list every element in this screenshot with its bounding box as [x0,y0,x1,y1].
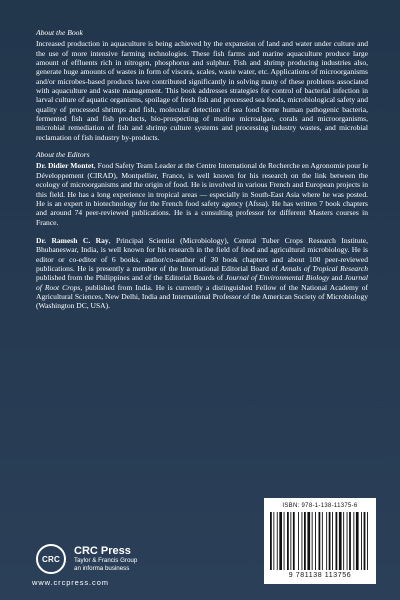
barcode-digits: 9 781138 113756 [288,572,352,579]
journal-root-crops: Journal of Root Crops [36,273,369,292]
barcode-bar [284,512,285,570]
editor2-bio-part4: , published from India. He is currently a distinguished Fellow of the National Academy of Agricultural Sciences, New Delhi, India and International Professor of the American Society of Microbiology (Washington DC, USA). [36,282,368,311]
barcode-bar [367,512,368,570]
barcode-bar [302,512,303,570]
barcode-bar [312,512,313,570]
barcode-bar [304,512,306,570]
barcode-bar [336,512,338,570]
about-book-heading: About the Book [36,28,83,37]
barcode-bar [339,512,342,570]
logo-mark: CRC [42,554,60,564]
publisher-logo [32,540,182,586]
barcode-bar [273,512,274,570]
barcode-bar [326,512,327,570]
barcode-bar [356,512,359,570]
publisher-text [74,545,137,572]
publisher-tagline: an informa business [74,564,130,572]
cover-text [36,28,368,311]
barcode-bar [332,512,333,570]
barcode-bar [364,512,366,570]
barcode-bar [279,512,282,570]
journal-env-biology: Journal of Environmental Biology [225,273,330,283]
publisher-name: CRC Press [74,545,131,557]
editor2-bio-part2: published from the Philippines and of the Editorial Boards of [36,273,226,283]
barcode-bar [343,512,344,570]
barcode-bar [270,512,272,570]
barcode-bar [329,512,331,570]
barcode-bar [322,512,323,570]
about-editors-heading: About the Editors [36,150,90,160]
about-book-body: Increased production in aquaculture is being achieved by the expansion of land and water under culture and the use of more intensive farming technologies. These fish farms and marine aquaculture produce large amount of effluents rich in nitrogen, phosphorus and sulphur. Fish and shrimp producing industries also, generate huge amounts of wastes in form of viscera, scales, waste water, etc. Applications of microorganisms and/or microbes-based products have contributed significantly in solving many of these problems associated with aquaculture and waste management. This book addresses strategies for control of bacterial infection in larval culture of aquatic organisms, spoilage of fresh fish and processed sea foods, microbiological safety and quality of processed shrimps and fish, molecular detection of sea food borne human pathogenic bacteria, fermented fish and fish products, bio-prospecting of marine microalgae, corals and microorganisms, microbial remediation of fish and shrimp culture systems and processing industry wastes, and microbial reclamation of fish industry by-products. [36,39,368,142]
crc-logo-icon [36,544,66,574]
barcode-bar [277,512,278,570]
barcode-bar [290,512,291,570]
barcode-bar [353,512,354,570]
barcode-bar [361,512,362,570]
isbn-label: ISBN: 978-1-138-11375-6 [282,503,358,509]
editor1-bio-paragraph [36,161,368,226]
barcode-bar [307,512,310,570]
barcode-bar [287,512,289,570]
editor1-name: Dr. Didier Montet [36,161,94,171]
editor2-bio-paragraph [36,236,368,311]
barcode-bar [319,512,321,570]
barcode-bar [347,512,348,570]
editor2-bio-part3: and [329,273,345,283]
editor2-bio-part1: , Principal Scientist (Microbiology), Central Tuber Crops Research Institute, Bhubaneswar, India, is well known for his research in the field of food and agricultural microbiology. He is editor or co-editor of 6 books, author/co-author of 30 book chapters and about 100 peer-reviewed publications. He is presently a member of the International Editorial Board of [36,235,368,273]
publisher-url: www.crcpress.com [32,578,109,587]
journal-annals: Annals of Tropical Research [280,263,368,273]
barcode-bar [298,512,299,570]
editor1-bio: , Food Safety Team Leader at the Centre International de Recherche en Agronomie pour le Développement (CIRAD), Montpellier, France, is well known for his research on the link between the ecology of microorganisms and the origin of food. He is involved in various French and European projects in this field. He has a long experience in tropical areas — especially in South-East Asia where he was posted. He is an expert in biotechnology for the French food safety agency (Afssa). He has written 7 book chapters and around 74 peer-reviewed publications. He is a consulting professor for different Masters courses in France. [36,161,368,227]
barcode-icon [268,512,372,572]
barcode-bar [293,512,295,570]
editor2-name: Dr. Ramesh C. Ray [36,235,109,245]
barcode-bar [315,512,316,570]
barcode-panel [264,498,376,584]
barcode-bar [349,512,351,570]
publisher-group: Taylor & Francis Group [74,557,138,564]
